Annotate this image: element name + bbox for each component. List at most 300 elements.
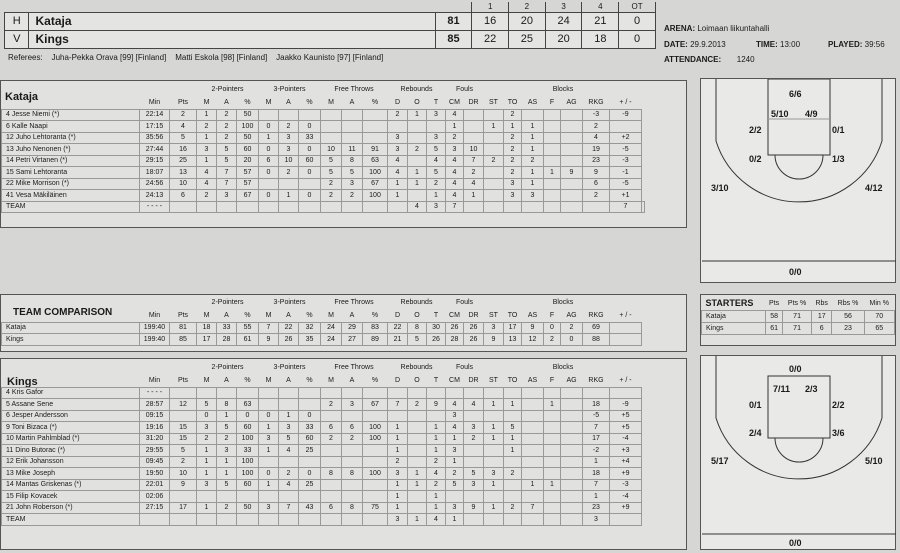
table-row: [2, 155, 645, 167]
stat-cell: [446, 387, 464, 399]
stat-cell: 1: [259, 445, 279, 457]
stat-cell: 60: [299, 155, 321, 167]
stat-cell: 18: [583, 399, 610, 411]
stat-cell: 3: [504, 178, 522, 190]
stat-cell: 8: [408, 322, 427, 334]
stat-cell: [299, 491, 321, 503]
stat-cell: [279, 201, 299, 213]
stat-cell: [561, 433, 583, 445]
stat-cell: [140, 514, 170, 526]
stat-cell: [583, 201, 610, 213]
stat-cell: 2: [504, 132, 522, 144]
stat-cell: 1: [583, 491, 610, 503]
stat-cell: 100: [363, 422, 388, 434]
table-row: [2, 514, 642, 526]
stat-cell: 2: [217, 433, 237, 445]
stat-cell: [464, 132, 484, 144]
stat-cell: [544, 502, 561, 514]
stat-cell: 26: [464, 322, 484, 334]
shot-zone: 0/0: [789, 538, 802, 548]
stat-cell: [544, 491, 561, 503]
table-row: [2, 491, 642, 503]
stat-cell: 3: [388, 132, 408, 144]
section-label: Blocks: [552, 364, 574, 371]
row-label: 6 Kalle Naapi: [2, 121, 140, 133]
stat-cell: [464, 456, 484, 468]
stat-cell: 7: [279, 502, 299, 514]
stat-cell: 89: [363, 334, 388, 346]
stat-cell: [279, 491, 299, 503]
stat-cell: 57: [237, 178, 259, 190]
stat-cell: 4: [388, 167, 408, 179]
stat-cell: -4: [610, 491, 642, 503]
stat-cell: [217, 201, 237, 213]
stat-cell: 50: [237, 132, 259, 144]
stat-cell: -3: [610, 155, 642, 167]
stat-cell: 5: [464, 468, 484, 480]
stat-cell: 65: [864, 322, 894, 334]
stat-cell: 4: [279, 445, 299, 457]
stat-cell: 4: [583, 132, 610, 144]
column-header: ST: [489, 311, 498, 319]
stat-cell: [279, 456, 299, 468]
table-row: [2, 445, 642, 457]
stat-cell: 0: [259, 121, 279, 133]
stat-cell: 4: [464, 399, 484, 411]
column-header: A: [286, 98, 291, 106]
stat-cell: 0: [259, 410, 279, 422]
column-header: %: [244, 311, 251, 319]
stat-cell: 1: [484, 479, 504, 491]
stat-cell: 11: [342, 144, 363, 156]
stat-cell: +1: [610, 190, 642, 202]
column-header: AS: [527, 98, 538, 106]
column-header: + / -: [619, 376, 632, 384]
stat-cell: 33: [217, 322, 237, 334]
column-header: F: [549, 311, 555, 319]
stat-cell: [522, 456, 544, 468]
stat-cell: [259, 178, 279, 190]
column-header: A: [349, 311, 355, 319]
shot-zone: 2/3: [805, 384, 818, 394]
stat-cell: [561, 132, 583, 144]
game-info: [664, 24, 896, 64]
stat-cell: 0: [197, 410, 217, 422]
period-header-row: [5, 2, 656, 12]
stat-cell: 2: [561, 322, 583, 334]
stat-cell: [484, 514, 504, 526]
stat-cell: [170, 514, 197, 526]
stat-cell: -4: [610, 433, 642, 445]
stat-cell: 2: [279, 468, 299, 480]
column-header: DR: [468, 98, 479, 106]
stat-cell: 2: [427, 456, 446, 468]
stat-cell: [464, 491, 484, 503]
stat-cell: [561, 456, 583, 468]
column-header: + / -: [619, 311, 632, 319]
stat-cell: 29: [342, 322, 363, 334]
stat-cell: 9: [522, 322, 544, 334]
stat-cell: 09:45: [140, 456, 170, 468]
stat-cell: [484, 445, 504, 457]
stat-cell: [321, 132, 342, 144]
stat-cell: 2: [504, 502, 522, 514]
stat-cell: 3: [464, 422, 484, 434]
stat-cell: [561, 121, 583, 133]
column-header: %: [306, 376, 313, 384]
stat-cell: [544, 178, 561, 190]
stat-cell: 0: [299, 468, 321, 480]
stat-cell: [561, 410, 583, 422]
stat-cell: 199:40: [140, 322, 170, 334]
stat-cell: 1: [259, 132, 279, 144]
home-period-score: 21: [582, 12, 619, 30]
section-spacer: [583, 83, 642, 96]
stat-cell: [544, 190, 561, 202]
stat-cell: 7: [583, 479, 610, 491]
stat-cell: 1: [408, 514, 427, 526]
stat-cell: 5: [217, 422, 237, 434]
stat-cell: [544, 201, 561, 213]
stat-cell: 32: [299, 322, 321, 334]
stat-cell: 3: [217, 190, 237, 202]
stat-cell: 33: [299, 132, 321, 144]
stat-cell: [561, 491, 583, 503]
stat-cell: 56: [832, 310, 864, 322]
row-label: 14 Mantas Griskenas (*): [2, 479, 140, 491]
stat-cell: 25: [299, 445, 321, 457]
section-spacer: [2, 83, 197, 96]
stat-cell: [504, 410, 522, 422]
stat-cell: 1: [544, 479, 561, 491]
stat-cell: 7: [522, 502, 544, 514]
stat-cell: [561, 468, 583, 480]
stat-cell: 5: [217, 155, 237, 167]
column-header: ST: [489, 376, 498, 384]
stat-cell: 3: [279, 132, 299, 144]
stat-cell: 35:56: [140, 132, 170, 144]
visitor-period-score: 0: [619, 30, 656, 48]
stat-cell: 100: [237, 121, 259, 133]
stat-cell: [446, 491, 464, 503]
stat-cell: [408, 433, 427, 445]
stat-cell: [363, 121, 388, 133]
stat-cell: [561, 109, 583, 121]
stat-cell: 19:16: [140, 422, 170, 434]
period-label: 4: [582, 2, 619, 12]
stat-cell: 2: [446, 468, 464, 480]
stat-cell: [170, 387, 197, 399]
stat-cell: [321, 387, 342, 399]
stat-cell: [522, 201, 544, 213]
stat-cell: 3: [427, 109, 446, 121]
stat-cell: 1: [583, 456, 610, 468]
column-header: A: [224, 98, 229, 106]
section-header-row: [2, 361, 642, 374]
stat-cell: 6: [811, 322, 831, 334]
stat-cell: +4: [610, 456, 642, 468]
table-row: [2, 479, 642, 491]
stat-cell: [427, 410, 446, 422]
stat-cell: 29:15: [140, 155, 170, 167]
section-label: 3-Pointers: [273, 299, 306, 306]
stat-cell: 2: [504, 167, 522, 179]
stat-cell: [342, 479, 363, 491]
stat-cell: 1: [197, 502, 217, 514]
row-label: 41 Vesa Mäkiläinen: [2, 190, 140, 202]
stat-cell: 1: [197, 445, 217, 457]
time-value: 13:00: [780, 40, 801, 49]
referee: Juha-Pekka Orava [99] [Finland]: [51, 53, 167, 62]
stat-cell: [484, 410, 504, 422]
stat-cell: [544, 433, 561, 445]
visitor-period-score: 20: [545, 30, 582, 48]
stat-cell: 100: [237, 456, 259, 468]
stat-cell: [642, 201, 645, 213]
stat-cell: 12: [170, 399, 197, 411]
stat-cell: 24:56: [140, 178, 170, 190]
stat-cell: 67: [237, 190, 259, 202]
column-header: M: [328, 311, 334, 319]
column-header: + / -: [619, 98, 632, 106]
stat-cell: [237, 514, 259, 526]
stat-cell: 0: [299, 190, 321, 202]
stat-cell: 7: [446, 201, 464, 213]
stat-cell: 2: [321, 190, 342, 202]
column-header: Pts: [769, 299, 780, 307]
stat-cell: 3: [259, 433, 279, 445]
stat-cell: [321, 109, 342, 121]
table-row: [2, 387, 642, 399]
stat-cell: -9: [610, 109, 642, 121]
column-header: D: [394, 311, 401, 319]
stat-cell: 1: [446, 456, 464, 468]
home-period-score: 20: [509, 12, 546, 30]
stat-cell: [464, 445, 484, 457]
stat-cell: 4: [408, 201, 427, 213]
row-label: Kataja: [2, 322, 140, 334]
column-header: F: [549, 98, 555, 106]
visitor-period-score: 18: [582, 30, 619, 48]
stat-cell: [217, 491, 237, 503]
stat-cell: 2: [504, 468, 522, 480]
stat-cell: 3: [504, 190, 522, 202]
stat-cell: [299, 178, 321, 190]
stat-cell: [522, 445, 544, 457]
stat-cell: 1: [427, 433, 446, 445]
row-label: TEAM: [2, 514, 140, 526]
stat-cell: 50: [237, 502, 259, 514]
stat-cell: 1: [544, 167, 561, 179]
column-header: CM: [449, 311, 460, 319]
section-label: 2-Pointers: [211, 364, 244, 371]
column-header: Min: [148, 376, 161, 384]
stat-cell: 1: [464, 190, 484, 202]
stat-cell: 3: [197, 144, 217, 156]
stat-cell: 3: [259, 502, 279, 514]
stat-cell: 9: [427, 399, 446, 411]
stat-cell: 7: [217, 167, 237, 179]
stat-cell: 1: [279, 410, 299, 422]
stat-cell: [464, 387, 484, 399]
row-label: 15 Filip Kovacek: [2, 491, 140, 503]
attendance-label: ATTENDANCE:: [664, 55, 722, 64]
stat-cell: [408, 121, 427, 133]
table-row: [2, 121, 645, 133]
row-label: 12 Erik Johansson: [2, 456, 140, 468]
stat-cell: 3: [522, 190, 544, 202]
column-header: Min %: [869, 299, 889, 307]
stat-cell: [544, 121, 561, 133]
stat-cell: [197, 201, 217, 213]
stat-cell: +2: [610, 132, 642, 144]
column-header: M: [265, 98, 272, 106]
stat-cell: 4: [197, 167, 217, 179]
stat-cell: 15: [170, 422, 197, 434]
shot-zone: 2/2: [832, 400, 845, 410]
stat-cell: -2: [583, 445, 610, 457]
stat-cell: 3: [484, 468, 504, 480]
stat-cell: 67: [363, 399, 388, 411]
stat-cell: [299, 109, 321, 121]
section-label: Rebounds: [400, 299, 433, 306]
stat-cell: 0: [561, 334, 583, 346]
stat-cell: 33: [237, 445, 259, 457]
stat-cell: 27: [342, 334, 363, 346]
visitor-period-score: 25: [509, 30, 546, 48]
stat-cell: [561, 514, 583, 526]
stat-cell: 0: [259, 190, 279, 202]
column-header: TO: [507, 311, 518, 319]
row-label: 4 Jesse Niemi (*): [2, 109, 140, 121]
stat-cell: 3: [279, 144, 299, 156]
stat-cell: 27:15: [140, 502, 170, 514]
column-header: %: [371, 98, 379, 106]
stat-cell: [544, 456, 561, 468]
stat-cell: 19: [583, 144, 610, 156]
column-header: Rbs: [815, 299, 828, 307]
stat-cell: 1: [484, 121, 504, 133]
stat-cell: [299, 456, 321, 468]
stat-cell: 1: [427, 445, 446, 457]
row-label: Kings: [702, 322, 766, 334]
stat-cell: 1: [388, 433, 408, 445]
stat-cell: 4: [446, 155, 464, 167]
shot-zone: 6/6: [789, 89, 802, 99]
stat-cell: 17:15: [140, 121, 170, 133]
stat-cell: 0: [544, 322, 561, 334]
stat-cell: 1: [522, 167, 544, 179]
team-title: Kataja: [5, 91, 39, 103]
team-title: Kings: [7, 376, 38, 388]
stat-cell: 1: [408, 167, 427, 179]
column-header: Pts: [177, 311, 189, 319]
column-header-row: [2, 96, 645, 109]
section-label: Free Throws: [334, 299, 374, 306]
stat-cell: 26: [446, 322, 464, 334]
section-spacer: [583, 361, 642, 374]
stat-cell: 2: [522, 155, 544, 167]
stat-cell: [561, 201, 583, 213]
visitor-score-row: [5, 30, 656, 48]
stat-cell: [610, 322, 642, 334]
column-header: O: [414, 98, 420, 106]
stat-cell: 2: [279, 121, 299, 133]
stat-cell: 1: [522, 479, 544, 491]
stat-cell: [522, 399, 544, 411]
column-header: RKG: [588, 311, 604, 319]
stat-cell: [217, 387, 237, 399]
stat-cell: 85: [170, 334, 197, 346]
stat-cell: [259, 514, 279, 526]
table-row: [2, 144, 645, 156]
period-label: OT: [619, 2, 656, 12]
column-header: %: [244, 98, 251, 106]
section-spacer: [2, 296, 197, 309]
stat-cell: [544, 132, 561, 144]
stat-cell: 26: [464, 334, 484, 346]
stat-cell: 0: [299, 167, 321, 179]
stat-cell: 1: [388, 445, 408, 457]
column-header: M: [265, 311, 272, 319]
stat-cell: [561, 445, 583, 457]
stat-cell: [522, 422, 544, 434]
stat-cell: 4: [388, 155, 408, 167]
row-label: 14 Petri Virtanen (*): [2, 155, 140, 167]
stat-cell: 1: [197, 155, 217, 167]
stat-cell: [504, 456, 522, 468]
stat-cell: 3: [427, 201, 446, 213]
court-lines-icon: [701, 79, 897, 284]
row-label: 22 Mike Morrison (*): [2, 178, 140, 190]
stat-cell: 5: [427, 167, 446, 179]
stat-cell: [363, 491, 388, 503]
column-header: M: [328, 98, 334, 106]
stat-cell: [170, 410, 197, 422]
stat-cell: [342, 132, 363, 144]
stat-cell: 1: [544, 399, 561, 411]
column-header: M: [203, 311, 210, 319]
stat-cell: 1: [427, 502, 446, 514]
home-tag: H: [5, 12, 29, 30]
stat-cell: 24: [321, 322, 342, 334]
row-label: 12 Juho Lehtoranta (*): [2, 132, 140, 144]
stat-cell: 6: [583, 178, 610, 190]
column-header: O: [414, 376, 420, 384]
played-value: 39:56: [864, 40, 885, 49]
stat-cell: 2: [427, 178, 446, 190]
stat-cell: 10: [464, 144, 484, 156]
column-header: A: [224, 376, 229, 384]
stat-cell: 2: [321, 178, 342, 190]
stat-cell: 24: [321, 334, 342, 346]
stat-cell: [197, 387, 217, 399]
stat-cell: 1: [427, 422, 446, 434]
stat-cell: 3: [197, 479, 217, 491]
stat-cell: 5: [217, 479, 237, 491]
stat-cell: [408, 456, 427, 468]
stat-cell: 02:06: [140, 491, 170, 503]
arena-value: Loimaan liikuntahalli: [697, 24, 770, 33]
stat-cell: [464, 201, 484, 213]
stat-cell: 8: [321, 468, 342, 480]
stat-cell: - - - -: [140, 387, 170, 399]
stat-cell: -5: [583, 410, 610, 422]
home-score-row: [5, 12, 656, 30]
stat-cell: [363, 201, 388, 213]
stat-cell: 33: [299, 422, 321, 434]
stat-cell: 2: [217, 109, 237, 121]
